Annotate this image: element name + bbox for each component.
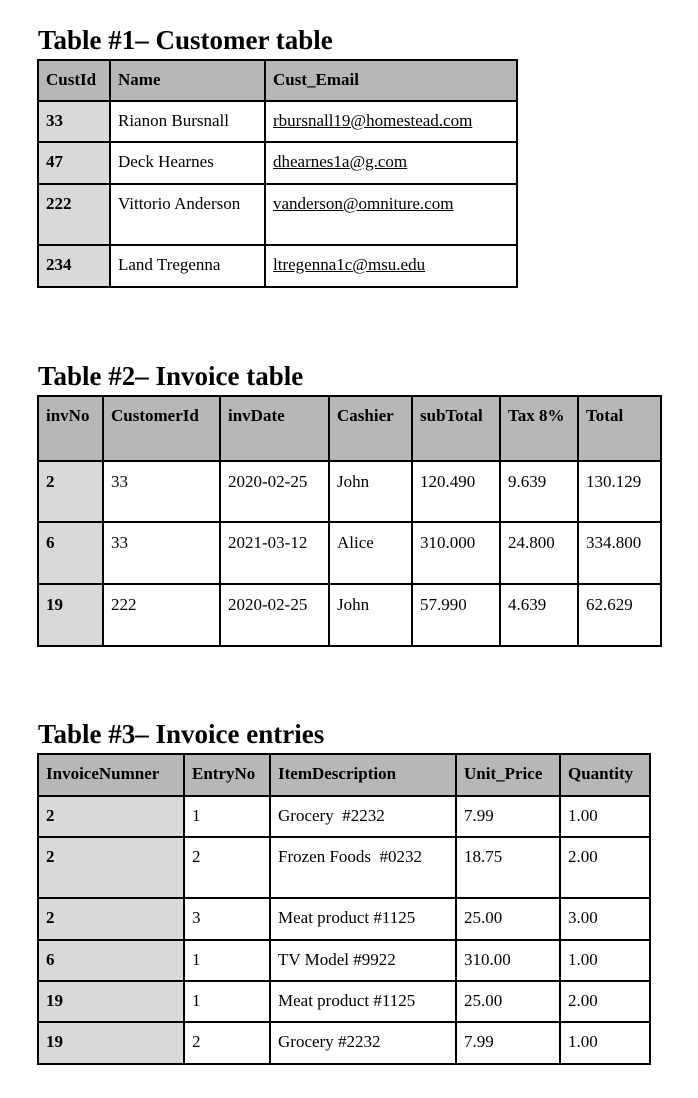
table-row bbox=[38, 461, 661, 522]
table-row bbox=[38, 940, 650, 981]
column-header: Quantity bbox=[560, 754, 650, 796]
cust-id-cell: 234 bbox=[38, 245, 110, 287]
unit-price-cell: 7.99 bbox=[456, 1022, 560, 1064]
item-description-cell: Grocery #2232 bbox=[270, 1022, 456, 1064]
email-link[interactable]: rbursnall19@homestead.com bbox=[265, 101, 517, 142]
column-header: Total bbox=[578, 396, 661, 461]
entry-no-cell: 1 bbox=[184, 796, 270, 837]
cust-id-cell: 33 bbox=[38, 101, 110, 142]
table-header-row bbox=[38, 396, 661, 461]
customer-table bbox=[37, 59, 518, 288]
table-row bbox=[38, 184, 517, 245]
column-header: CustId bbox=[38, 60, 110, 101]
column-header: Unit_Price bbox=[456, 754, 560, 796]
invoice-entries-table bbox=[37, 753, 651, 1065]
name-cell: Land Tregenna bbox=[110, 245, 265, 287]
email-link[interactable]: ltregenna1c@msu.edu bbox=[265, 245, 517, 287]
inv-no-cell: 6 bbox=[38, 522, 103, 584]
name-cell: Vittorio Anderson bbox=[110, 184, 265, 245]
customer-id-cell: 222 bbox=[103, 584, 220, 646]
invoice-entries-title: Table #3– Invoice entries bbox=[38, 719, 325, 749]
unit-price-cell: 25.00 bbox=[456, 898, 560, 940]
column-header: Cashier bbox=[329, 396, 412, 461]
cust-id-cell: 47 bbox=[38, 142, 110, 184]
entry-no-cell: 1 bbox=[184, 940, 270, 981]
item-description-cell: Meat product #1125 bbox=[270, 898, 456, 940]
column-header: CustomerId bbox=[103, 396, 220, 461]
table-row bbox=[38, 1022, 650, 1064]
column-header: Cust_Email bbox=[265, 60, 517, 101]
customer-id-cell: 33 bbox=[103, 522, 220, 584]
table-row bbox=[38, 101, 517, 142]
quantity-cell: 1.00 bbox=[560, 1022, 650, 1064]
quantity-cell: 1.00 bbox=[560, 796, 650, 837]
tax-cell: 4.639 bbox=[500, 584, 578, 646]
column-header: Tax 8% bbox=[500, 396, 578, 461]
cashier-cell: Alice bbox=[329, 522, 412, 584]
table-row bbox=[38, 522, 661, 584]
unit-price-cell: 18.75 bbox=[456, 837, 560, 898]
customer-table-title: Table #1– Customer table bbox=[38, 25, 333, 55]
column-header: subTotal bbox=[412, 396, 500, 461]
subtotal-cell: 120.490 bbox=[412, 461, 500, 522]
item-description-cell: Meat product #1125 bbox=[270, 981, 456, 1022]
quantity-cell: 2.00 bbox=[560, 837, 650, 898]
customer-id-cell: 33 bbox=[103, 461, 220, 522]
column-header: invNo bbox=[38, 396, 103, 461]
entry-no-cell: 1 bbox=[184, 981, 270, 1022]
table-row bbox=[38, 584, 661, 646]
invoice-number-cell: 2 bbox=[38, 898, 184, 940]
total-cell: 130.129 bbox=[578, 461, 661, 522]
name-cell: Deck Hearnes bbox=[110, 142, 265, 184]
invoice-number-cell: 2 bbox=[38, 796, 184, 837]
column-header: InvoiceNumner bbox=[38, 754, 184, 796]
invoice-table bbox=[37, 395, 662, 647]
subtotal-cell: 310.000 bbox=[412, 522, 500, 584]
table-header-row bbox=[38, 60, 517, 101]
column-header: EntryNo bbox=[184, 754, 270, 796]
table-row bbox=[38, 142, 517, 184]
table-row bbox=[38, 898, 650, 940]
quantity-cell: 1.00 bbox=[560, 940, 650, 981]
cashier-cell: John bbox=[329, 461, 412, 522]
item-description-cell: Frozen Foods #0232 bbox=[270, 837, 456, 898]
invoice-number-cell: 19 bbox=[38, 1022, 184, 1064]
column-header: invDate bbox=[220, 396, 329, 461]
unit-price-cell: 7.99 bbox=[456, 796, 560, 837]
name-cell: Rianon Bursnall bbox=[110, 101, 265, 142]
table-row bbox=[38, 796, 650, 837]
tax-cell: 24.800 bbox=[500, 522, 578, 584]
table-row bbox=[38, 245, 517, 287]
item-description-cell: TV Model #9922 bbox=[270, 940, 456, 981]
table-header-row bbox=[38, 754, 650, 796]
subtotal-cell: 57.990 bbox=[412, 584, 500, 646]
inv-date-cell: 2020-02-25 bbox=[220, 584, 329, 646]
cust-id-cell: 222 bbox=[38, 184, 110, 245]
invoice-number-cell: 2 bbox=[38, 837, 184, 898]
total-cell: 62.629 bbox=[578, 584, 661, 646]
quantity-cell: 2.00 bbox=[560, 981, 650, 1022]
inv-no-cell: 2 bbox=[38, 461, 103, 522]
invoice-number-cell: 6 bbox=[38, 940, 184, 981]
unit-price-cell: 25.00 bbox=[456, 981, 560, 1022]
inv-date-cell: 2020-02-25 bbox=[220, 461, 329, 522]
table-row bbox=[38, 837, 650, 898]
inv-no-cell: 19 bbox=[38, 584, 103, 646]
entry-no-cell: 3 bbox=[184, 898, 270, 940]
email-link[interactable]: vanderson@omniture.com bbox=[265, 184, 517, 245]
invoice-table-title: Table #2– Invoice table bbox=[38, 361, 304, 391]
tax-cell: 9.639 bbox=[500, 461, 578, 522]
quantity-cell: 3.00 bbox=[560, 898, 650, 940]
table-row bbox=[38, 981, 650, 1022]
entry-no-cell: 2 bbox=[184, 837, 270, 898]
email-link[interactable]: dhearnes1a@g.com bbox=[265, 142, 517, 184]
total-cell: 334.800 bbox=[578, 522, 661, 584]
item-description-cell: Grocery #2232 bbox=[270, 796, 456, 837]
column-header: ItemDescription bbox=[270, 754, 456, 796]
entry-no-cell: 2 bbox=[184, 1022, 270, 1064]
invoice-number-cell: 19 bbox=[38, 981, 184, 1022]
cashier-cell: John bbox=[329, 584, 412, 646]
inv-date-cell: 2021-03-12 bbox=[220, 522, 329, 584]
column-header: Name bbox=[110, 60, 265, 101]
unit-price-cell: 310.00 bbox=[456, 940, 560, 981]
